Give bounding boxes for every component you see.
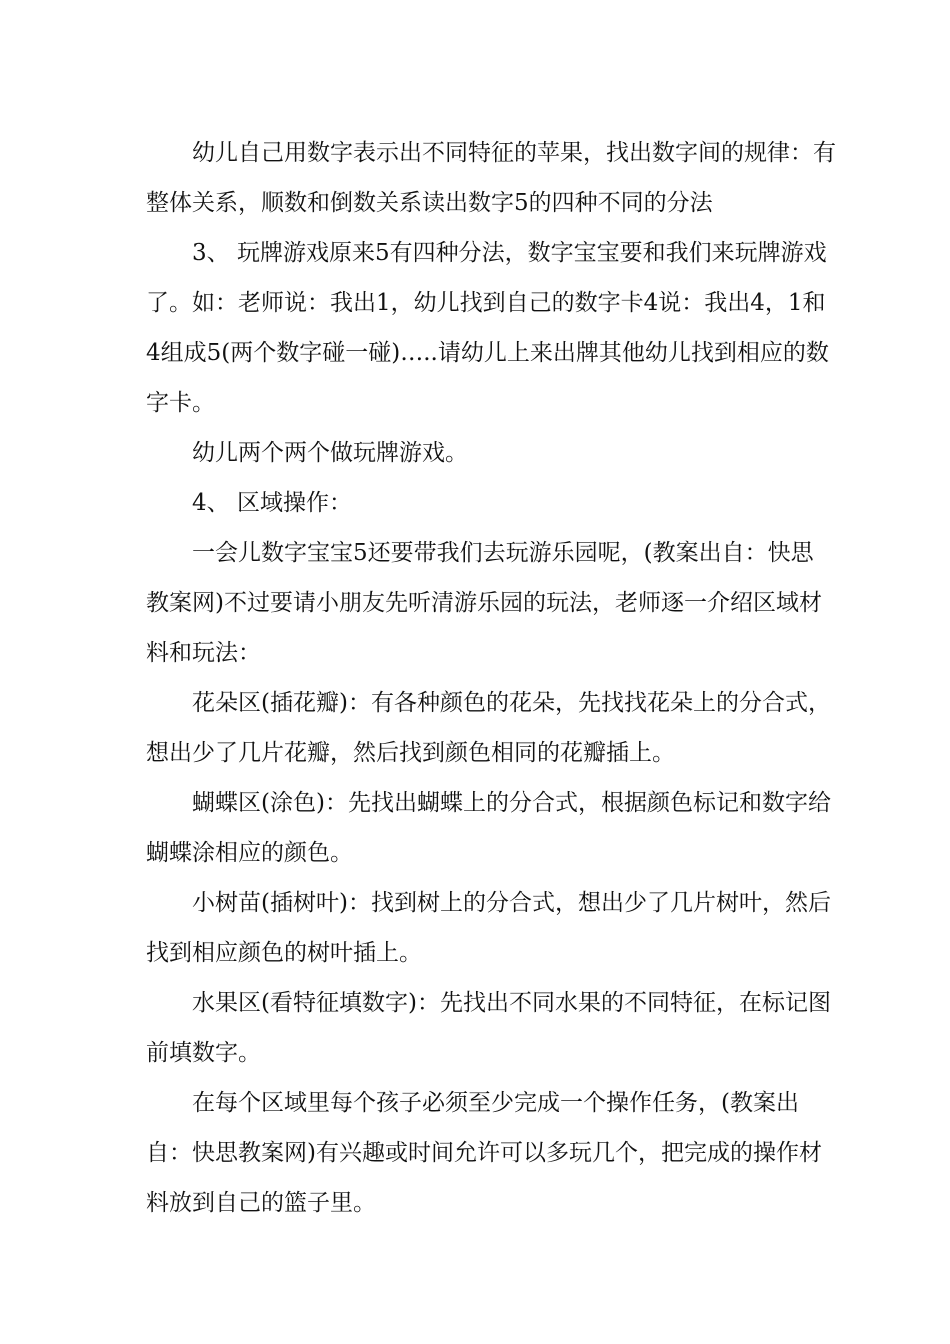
paragraph-apple-pattern: 幼儿自己用数字表示出不同特征的苹果，找出数字间的规律：有整体关系，顺数和倒数关系读出数字5的四种不同的分法 xyxy=(146,140,836,216)
paragraph-flower-area: 花朵区(插花瓣)：有各种颜色的花朵，先找找花朵上的分合式，想出少了几片花瓣，然后找到颜色相同的花瓣插上。 xyxy=(146,690,831,766)
paragraph-sapling-area: 小树苗(插树叶)：找到树上的分合式，想出少了几片树叶，然后找到相应颜色的树叶插上。 xyxy=(146,890,831,966)
document-body xyxy=(146,128,836,1228)
paragraph-card-game: 3、 玩牌游戏原来5有四种分法，数字宝宝要和我们来玩牌游戏了。如：老师说：我出1，幼儿找到自己的数字卡4说：我出4，1和4组成5(两个数字碰一碰)…..请幼儿上来出牌其他幼儿找到相应的数字卡。 xyxy=(146,240,829,416)
paragraph-butterfly-area: 蝴蝶区(涂色)：先找出蝴蝶上的分合式，根据颜色标记和数字给蝴蝶涂相应的颜色。 xyxy=(146,790,831,866)
paragraph-fruit-area: 水果区(看特征填数字)：先找出不同水果的不同特征，在标记图前填数字。 xyxy=(146,990,831,1066)
paragraph-task-requirement: 在每个区域里每个孩子必须至少完成一个操作任务，(教案出自：快思教案网)有兴趣或时间允许可以多玩几个，把完成的操作材料放到自己的篮子里。 xyxy=(146,1090,822,1216)
paragraph-amusement-park: 一会儿数字宝宝5还要带我们去玩游乐园呢，(教案出自：快思教案网)不过要请小朋友先听清游乐园的玩法，老师逐一介绍区域材料和玩法： xyxy=(146,540,822,666)
paragraph-area-operation-heading: 4、 区域操作： xyxy=(192,490,352,516)
paragraph-pair-game: 幼儿两个两个做玩牌游戏。 xyxy=(192,440,468,466)
